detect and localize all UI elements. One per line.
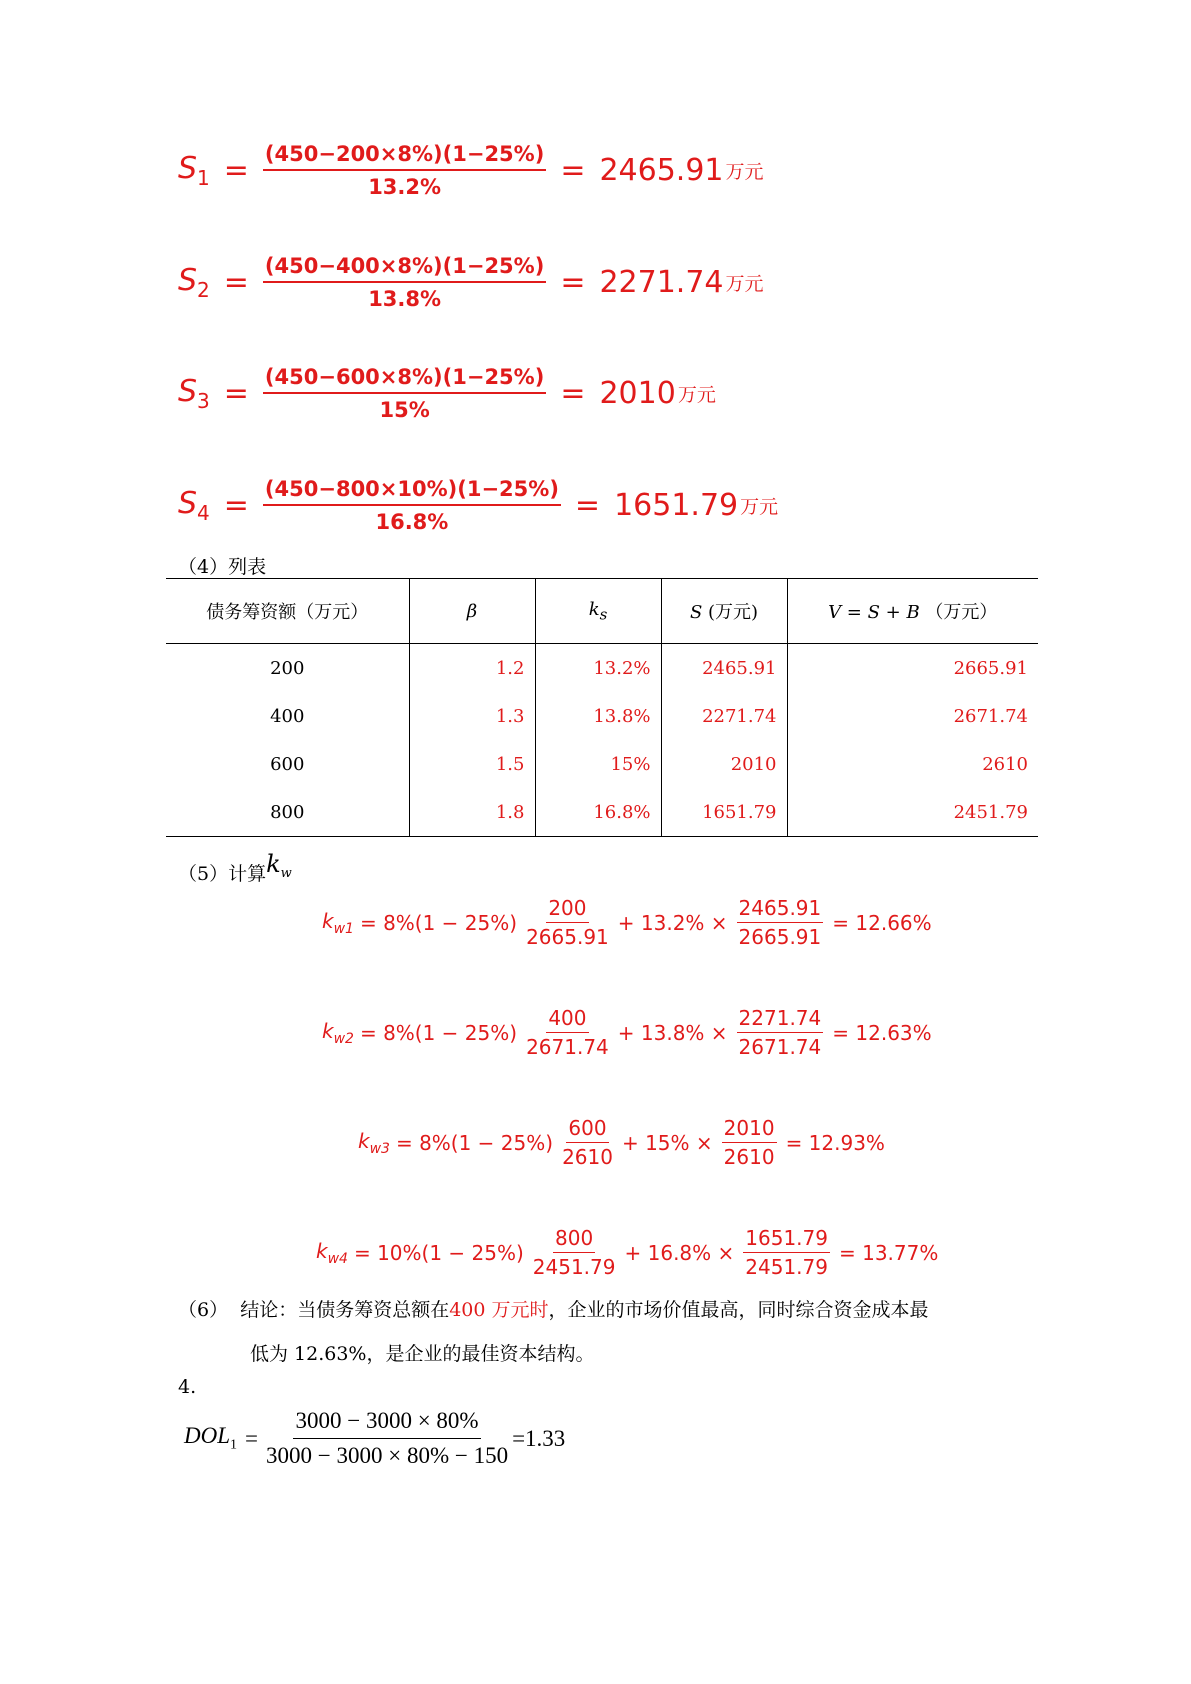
formula-dol: $DOL_1$ = $\frac{3000 - 3000 \times 80\%}{3000 - 3000 \times 80\% - 150}$ =1.33 [184, 1408, 566, 1468]
fraction: $\frac{2010}{2610}$ [723, 1116, 775, 1169]
formula-lhs: $S_4$ [178, 486, 210, 525]
fraction: $\frac{800}{2451.79}$ [532, 1226, 616, 1279]
formula-result: 1651.79 [614, 488, 739, 523]
table-row: 600 1.5 15% 2010 2610 [166, 740, 1038, 788]
unit: 万元 [725, 273, 764, 295]
conclusion-line-1: （6） 结论：当债务筹资总额在400 万元时，企业的市场价值最高，同时综合资金成本最 [178, 1299, 929, 1321]
unit: 万元 [677, 384, 716, 406]
formula-kw3: $k_{w3}$ = 8%(1 − 25%) $\frac{600}{2610}$ + 15% × $\frac{2010}{2610}$ = 12.93% [358, 1116, 885, 1169]
formula-lhs: $S_1$ [178, 151, 210, 190]
fraction: $\frac{(450-600\times 8\%)(1-25\%)}{15\%}$ [264, 365, 545, 422]
section-5-label: （5）计算$k_w$ [178, 850, 292, 885]
unit: 万元 [740, 496, 779, 518]
conclusion-line-2: 低为 12.63%，是企业的最佳资本结构。 [250, 1343, 595, 1365]
section-4-label: （4）列表 [178, 556, 267, 578]
table-row: 400 1.3 13.8% 2271.74 2671.74 [166, 692, 1038, 740]
highlight-text: 400 万元时 [449, 1299, 549, 1321]
item-4-label: 4. [178, 1376, 197, 1398]
header-debt: 债务筹资额（万元） [166, 579, 409, 644]
fraction: $\frac{200}{2665.91}$ [526, 896, 609, 949]
table-header-row [166, 579, 1038, 644]
header-s: S (万元) [661, 579, 787, 644]
fraction: $\frac{(450-200\times 8\%)(1-25\%)}{13.2\%}$ [264, 142, 545, 199]
formula-result: 2271.74 [599, 265, 724, 300]
fraction: $\frac{(450-800\times 10\%)(1-25\%)}{16.8\%}$ [264, 477, 559, 534]
fraction: $\frac{1651.79}{2451.79}$ [745, 1226, 828, 1279]
fraction: $\frac{400}{2671.74}$ [526, 1006, 609, 1059]
fraction: $\frac{2271.74}{2671.74}$ [738, 1006, 822, 1059]
formula-lhs: $DOL_1$ [184, 1423, 238, 1453]
header-ks: $k_s$ [535, 579, 661, 644]
formula-lhs: $S_3$ [178, 374, 210, 413]
formula-s1: $S_1$ = $\frac{(450-200\times 8\%)(1-25\%)}{13.2\%}$ = 2465.91 万元 [178, 142, 764, 199]
formula-s4: $S_4$ = $\frac{(450-800\times 10\%)(1-25\%)}{16.8\%}$ = 1651.79 万元 [178, 477, 779, 534]
formula-lhs: $S_2$ [178, 263, 210, 302]
formula-kw1: $k_{w1}$ = 8%(1 − 25%) $\frac{200}{2665.91}$ + 13.2% × $\frac{2465.91}{2665.91}$ = 12.66% [322, 896, 932, 949]
formula-kw4: $k_{w4}$ = 10%(1 − 25%) $\frac{800}{2451.79}$ + 16.8% × $\frac{1651.79}{2451.79}$ = 13.77% [316, 1226, 939, 1279]
formula-result: =1.33 [512, 1425, 566, 1451]
unit: 万元 [725, 161, 764, 183]
formula-kw2: $k_{w2}$ = 8%(1 − 25%) $\frac{400}{2671.74}$ + 13.8% × $\frac{2271.74}{2671.74}$ = 12.63% [322, 1006, 932, 1059]
fraction: $\frac{600}{2610}$ [562, 1116, 613, 1169]
fraction: $\frac{2465.91}{2665.91}$ [738, 896, 822, 949]
formula-s3: $S_3$ = $\frac{(450-600\times 8\%)(1-25\%)}{15\%}$ = 2010 万元 [178, 365, 716, 422]
formula-result: 2010 [599, 376, 676, 411]
formula-s2: $S_2$ = $\frac{(450-400\times 8\%)(1-25\%)}{13.8\%}$ = 2271.74 万元 [178, 254, 764, 311]
table-row: 800 1.8 16.8% 1651.79 2451.79 [166, 788, 1038, 837]
formula-result: 2465.91 [599, 153, 724, 188]
capital-structure-table [166, 578, 1038, 837]
conclusion-paragraph [178, 1288, 1028, 1376]
fraction: $\frac{3000 - 3000 \times 80\%}{3000 - 3000 \times 80\% - 150}$ [266, 1408, 509, 1468]
header-beta: β [409, 579, 535, 644]
header-v: V = S + B （万元） [787, 579, 1038, 644]
fraction: $\frac{(450-400\times 8\%)(1-25\%)}{13.8\%}$ [264, 254, 545, 311]
table-row: 200 1.2 13.2% 2465.91 2665.91 [166, 644, 1038, 693]
